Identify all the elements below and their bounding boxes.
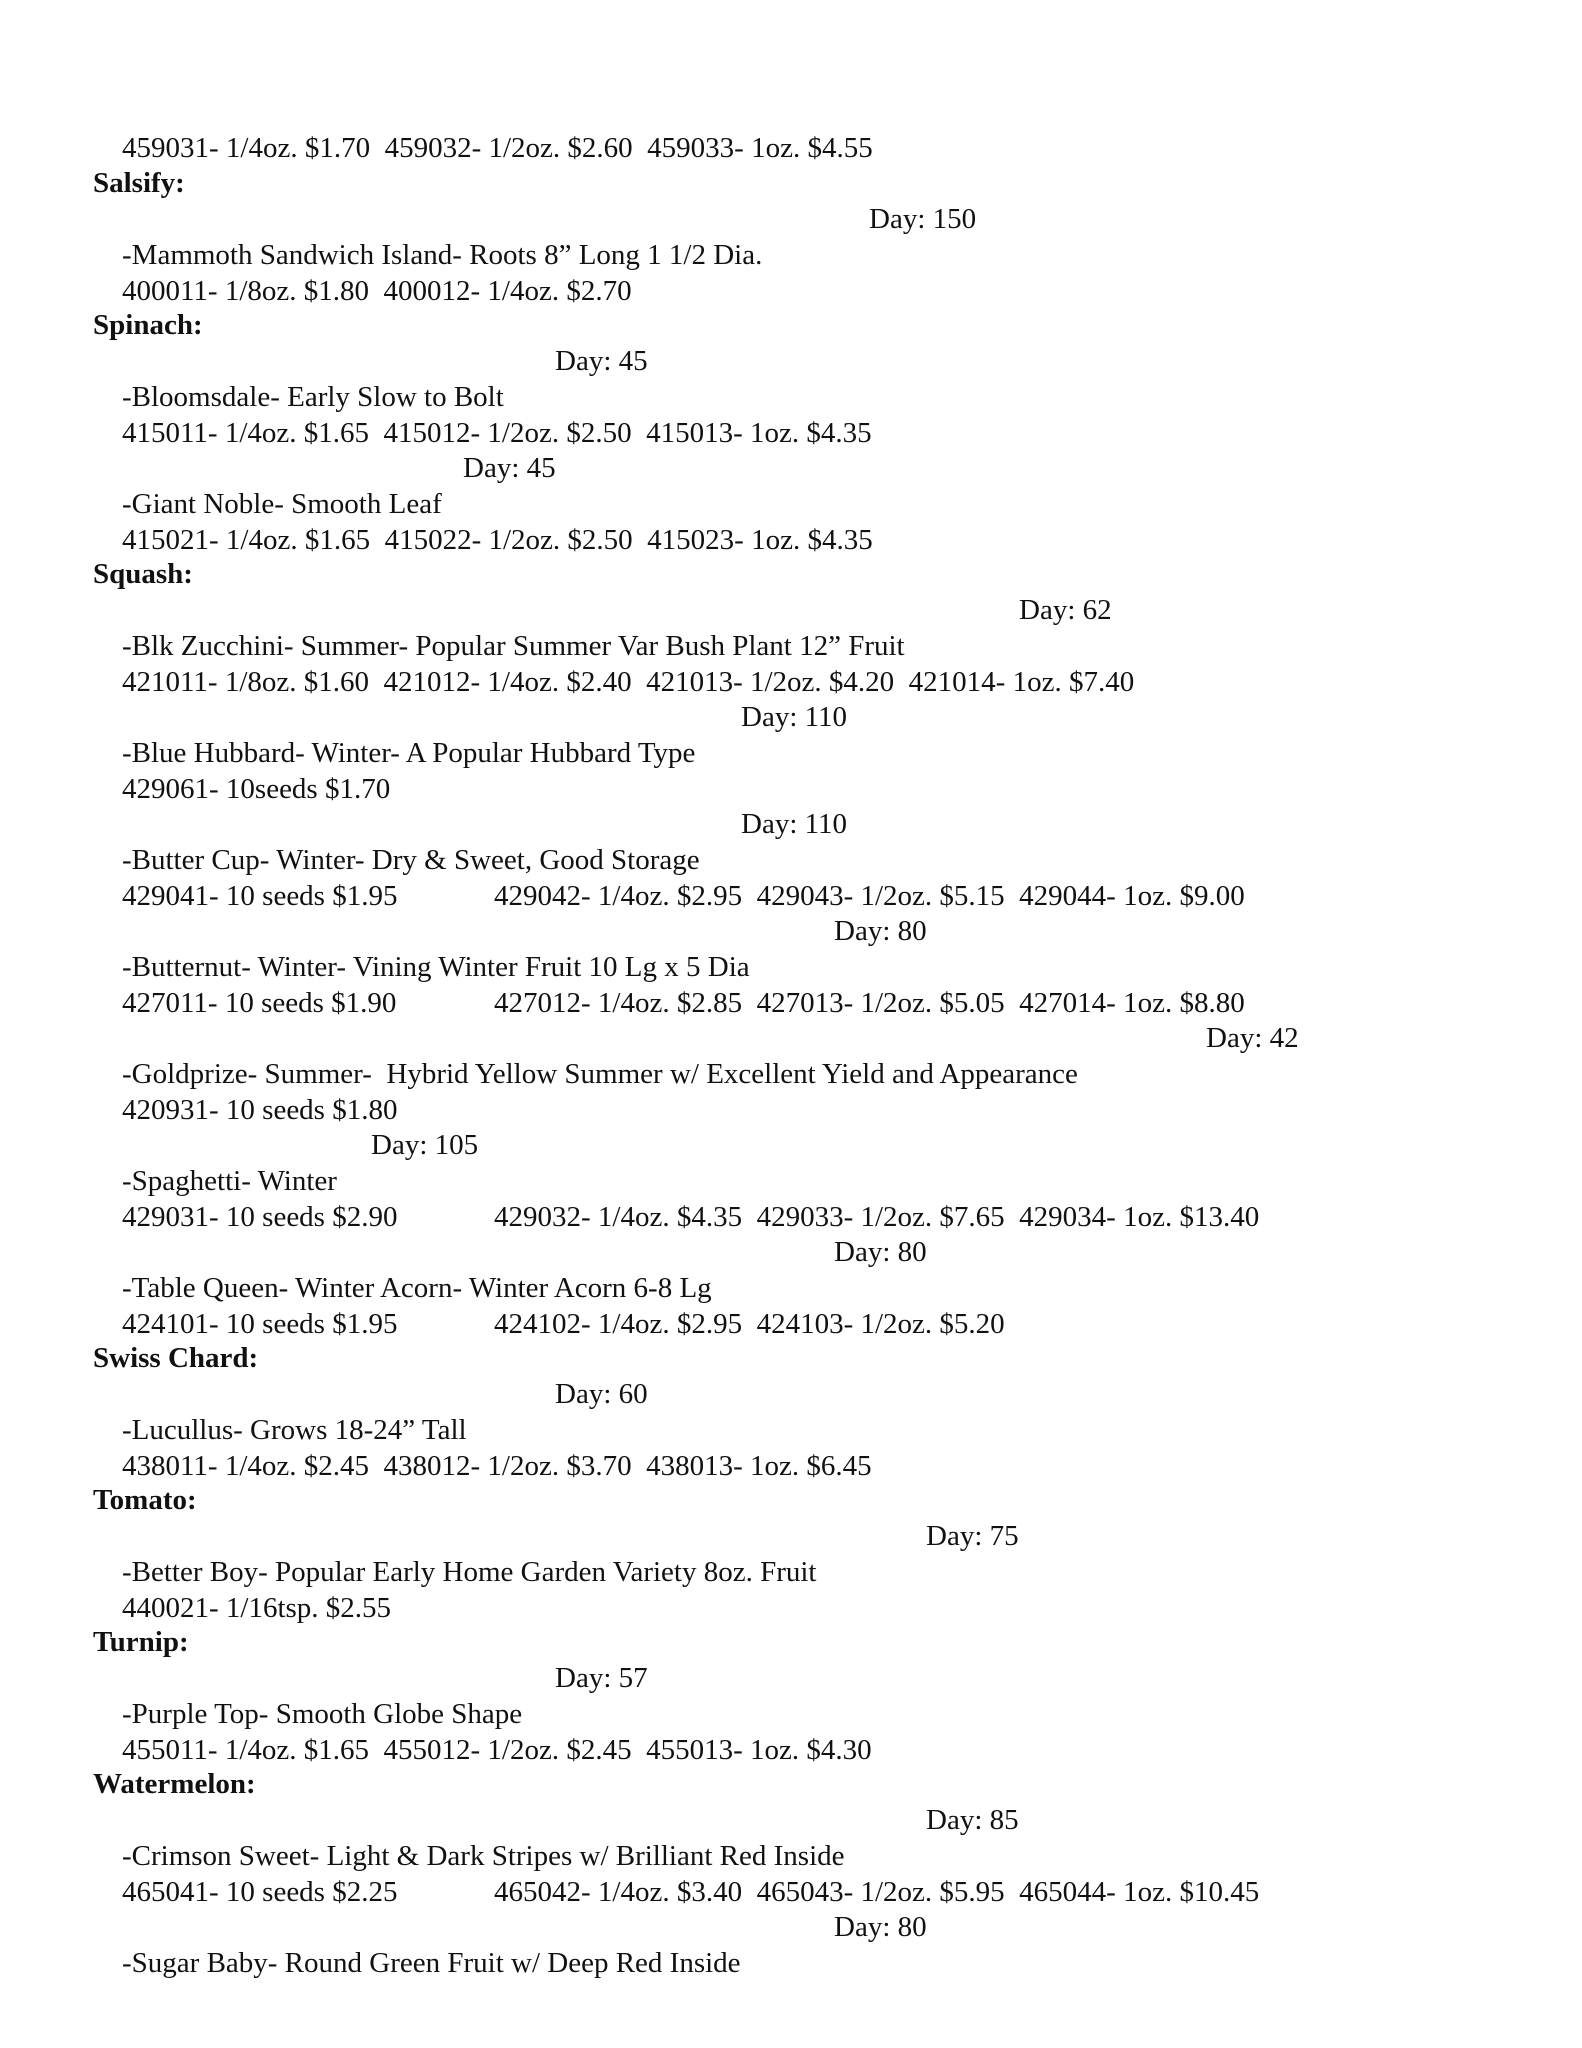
variety-description: -Purple Top- Smooth Globe Shape	[122, 1698, 523, 1730]
price-text: 438011- 1/4oz. $2.45 438012- 1/2oz. $3.70 438013- 1oz. $6.45	[122, 1450, 872, 1482]
days-to-maturity: Day: 45	[555, 345, 648, 377]
variety-description: -Better Boy- Popular Early Home Garden Variety 8oz. Fruit	[122, 1556, 817, 1588]
price-text: 459031- 1/4oz. $1.70 459032- 1/2oz. $2.60 459033- 1oz. $4.55	[122, 132, 873, 164]
section-heading-turnip: Turnip:	[93, 1626, 189, 1658]
price-text: 440021- 1/16tsp. $2.55	[122, 1592, 392, 1624]
days-to-maturity: Day: 110	[741, 808, 848, 840]
days-to-maturity: Day: 80	[834, 1236, 927, 1268]
days-to-maturity: Day: 62	[1019, 594, 1112, 626]
section-heading-tomato: Tomato:	[93, 1484, 197, 1516]
variety-description: -Blk Zucchini- Summer- Popular Summer Var Bush Plant 12” Fruit	[122, 630, 905, 662]
days-to-maturity: Day: 80	[834, 915, 927, 947]
price-text: 415021- 1/4oz. $1.65 415022- 1/2oz. $2.50 415023- 1oz. $4.35	[122, 524, 873, 556]
price-line	[93, 94, 873, 202]
days-to-maturity: Day: 110	[741, 701, 848, 733]
price-text: 429041- 10 seeds $1.95	[122, 880, 398, 912]
days-to-maturity: Day: 75	[926, 1520, 1019, 1552]
price-text: 421011- 1/8oz. $1.60 421012- 1/4oz. $2.40 421013- 1/2oz. $4.20 421014- 1oz. $7.40	[122, 666, 1135, 698]
price-line	[93, 486, 873, 594]
days-to-maturity: Day: 42	[1206, 1022, 1299, 1054]
variety-line	[93, 1909, 927, 2017]
price-text: 427011- 10 seeds $1.90	[122, 987, 397, 1019]
days-to-maturity: Day: 105	[371, 1129, 479, 1161]
catalog-page	[93, 0, 1533, 2048]
variety-description: -Butternut- Winter- Vining Winter Fruit 10 Lg x 5 Dia	[122, 951, 750, 983]
price-text: 400011- 1/8oz. $1.80 400012- 1/4oz. $2.70	[122, 275, 632, 307]
variety-description: -Giant Noble- Smooth Leaf	[122, 488, 442, 520]
days-to-maturity: Day: 85	[926, 1804, 1019, 1836]
days-to-maturity: Day: 45	[463, 452, 556, 484]
variety-description: -Mammoth Sandwich Island- Roots 8” Long 1 1/2 Dia.	[122, 239, 763, 271]
variety-description: -Butter Cup- Winter- Dry & Sweet, Good Storage	[122, 844, 700, 876]
section-heading-swiss-chard: Swiss Chard:	[93, 1342, 259, 1374]
price-text: 429061- 10seeds $1.70	[122, 773, 391, 805]
days-to-maturity: Day: 57	[555, 1662, 648, 1694]
price-text: 429042- 1/4oz. $2.95 429043- 1/2oz. $5.15 429044- 1oz. $9.00	[494, 880, 1245, 912]
price-text: 424102- 1/4oz. $2.95 424103- 1/2oz. $5.20	[494, 1308, 1005, 1340]
days-to-maturity: Day: 150	[869, 203, 977, 235]
days-to-maturity: Day: 80	[834, 1911, 927, 1943]
section-heading-watermelon: Watermelon:	[93, 1768, 256, 1800]
days-to-maturity: Day: 60	[555, 1378, 648, 1410]
price-text: 415011- 1/4oz. $1.65 415012- 1/2oz. $2.50 415013- 1oz. $4.35	[122, 417, 872, 449]
price-text: 455011- 1/4oz. $1.65 455012- 1/2oz. $2.45 455013- 1oz. $4.30	[122, 1734, 872, 1766]
variety-description: -Crimson Sweet- Light & Dark Stripes w/ Brilliant Red Inside	[122, 1840, 845, 1872]
price-text: 429031- 10 seeds $2.90	[122, 1201, 398, 1233]
section-heading-spinach: Spinach:	[93, 309, 203, 341]
price-text: 420931- 10 seeds $1.80	[122, 1094, 398, 1126]
price-text: 465041- 10 seeds $2.25	[122, 1876, 398, 1908]
price-text: 424101- 10 seeds $1.95	[122, 1308, 398, 1340]
variety-description: -Bloomsdale- Early Slow to Bolt	[122, 381, 504, 413]
variety-description: -Lucullus- Grows 18-24” Tall	[122, 1414, 467, 1446]
variety-description: -Spaghetti- Winter	[122, 1165, 337, 1197]
variety-description: -Goldprize- Summer- Hybrid Yellow Summer w/ Excellent Yield and Appearance	[122, 1058, 1078, 1090]
price-text: 465042- 1/4oz. $3.40 465043- 1/2oz. $5.95 465044- 1oz. $10.45	[494, 1876, 1260, 1908]
price-line	[93, 1412, 872, 1520]
price-text: 427012- 1/4oz. $2.85 427013- 1/2oz. $5.05 427014- 1oz. $8.80	[494, 987, 1245, 1019]
variety-description: -Table Queen- Winter Acorn- Winter Acorn 6-8 Lg	[122, 1272, 712, 1304]
variety-description: -Sugar Baby- Round Green Fruit w/ Deep Red Inside	[122, 1947, 741, 1979]
variety-description: -Blue Hubbard- Winter- A Popular Hubbard Type	[122, 737, 696, 769]
section-heading-squash: Squash:	[93, 558, 193, 590]
price-text: 429032- 1/4oz. $4.35 429033- 1/2oz. $7.65 429034- 1oz. $13.40	[494, 1201, 1260, 1233]
section-heading-salsify: Salsify:	[93, 167, 185, 199]
